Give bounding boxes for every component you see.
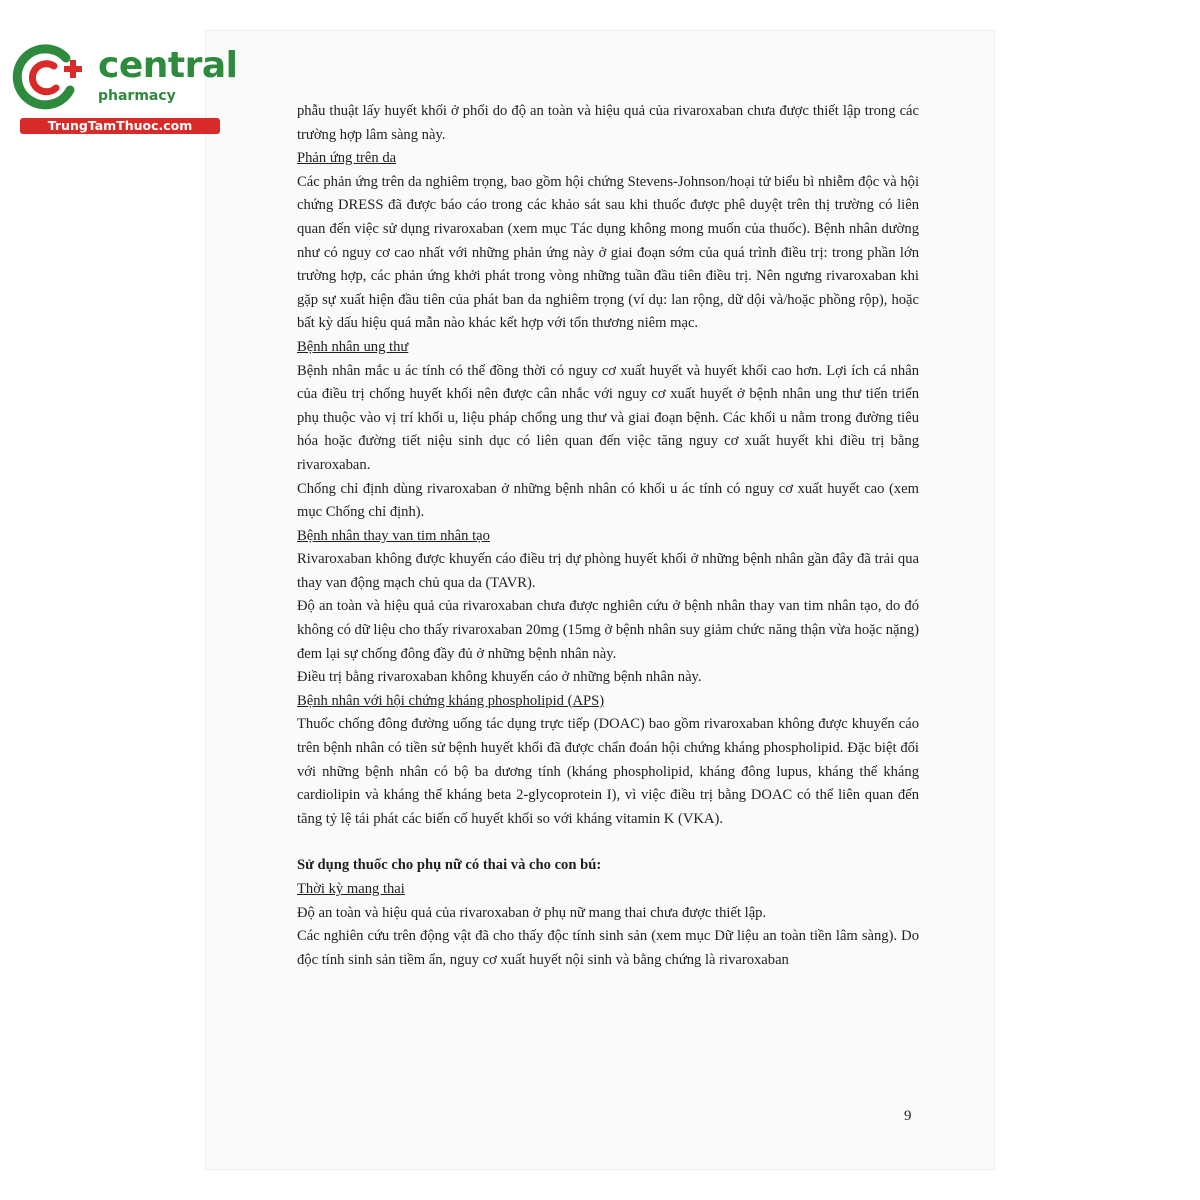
section-subheading: Phản ứng trên da bbox=[297, 150, 397, 167]
body-paragraph: Độ an toàn và hiệu quả của rivaroxaban chưa được nghiên cứu ở bệnh nhân thay van tim nhân tạo, do đó không có dữ liệu cho thấy rivaroxaban 20mg (15mg ở bệnh nhân suy giảm chức năng thận vừa hoặc nặng) đem lại sự chống đông đầy đủ ở những bệnh nhân này. bbox=[297, 598, 919, 662]
section-subheading: Bệnh nhân với hội chứng kháng phospholipid (APS) bbox=[297, 692, 605, 709]
logo-site-banner: TrungTamThuoc.com bbox=[20, 118, 220, 134]
section-heading: Sử dụng thuốc cho phụ nữ có thai và cho con bú: bbox=[297, 857, 602, 874]
body-paragraph: Bệnh nhân mắc u ác tính có thể đồng thời có nguy cơ xuất huyết và huyết khối cao hơn. Lợi ích cá nhân của điều trị chống huyết khối nên được cân nhắc với nguy cơ xuất huyết ở bệnh nhân ung thư tiến triển phụ thuộc vào vị trí khối u, liệu pháp chống ung thư và giai đoạn bệnh. Các khối u nằm trong đường tiêu hóa hoặc đường tiết niệu sinh dục có liên quan đến việc tăng nguy cơ xuất huyết khi điều trị bằng rivaroxaban. bbox=[297, 362, 919, 473]
body-paragraph: phẫu thuật lấy huyết khối ở phổi do độ an toàn và hiệu quả của rivaroxaban chưa được thiết lập trong các trường hợp lâm sàng này. bbox=[297, 103, 919, 143]
body-paragraph: Các phản ứng trên da nghiêm trọng, bao gồm hội chứng Stevens-Johnson/hoại tử biểu bì nhiễm độc và hội chứng DRESS đã được báo cáo trong các khảo sát sau khi thuốc được phê duyệt trên thị trường có liên quan đến việc sử dụng rivaroxaban (xem mục Tác dụng không mong muốn của thuốc). Bệnh nhân dường như có nguy cơ cao nhất với những phản ứng này ở giai đoạn sớm của quá trình điều trị: trong phần lớn trường hợp, các phản ứng khởi phát trong vòng những tuần đầu tiên điều trị. Nên ngưng rivaroxaban khi gặp sự xuất hiện đầu tiên của phát ban da nghiêm trọng (ví dụ: lan rộng, dữ dội và/hoặc phồng rộp), hoặc bất kỳ dấu hiệu quá mẫn nào khác kết hợp với tổn thương niêm mạc. bbox=[297, 173, 919, 332]
section-subheading: Bệnh nhân ung thư bbox=[297, 338, 409, 355]
page-number: 9 bbox=[904, 1108, 912, 1124]
body-paragraph: Điều trị bằng rivaroxaban không khuyến cáo ở những bệnh nhân này. bbox=[297, 669, 702, 686]
body-paragraph: Chống chỉ định dùng rivaroxaban ở những bệnh nhân có khối u ác tính có nguy cơ xuất huyết cao (xem mục Chống chỉ định). bbox=[297, 480, 919, 521]
logo-sub-text: pharmacy bbox=[98, 88, 176, 104]
logo-brand-text: central bbox=[98, 45, 238, 86]
document-body bbox=[297, 100, 919, 972]
body-paragraph: Các nghiên cứu trên động vật đã cho thấy độc tính sinh sản (xem mục Dữ liệu an toàn tiền lâm sàng). Do độc tính sinh sản tiềm ẩn, nguy cơ xuất huyết nội sinh và bằng chứng là rivaroxaban bbox=[297, 928, 919, 968]
section-subheading: Thời kỳ mang thai bbox=[297, 881, 405, 897]
pharmacy-c-logo-icon bbox=[10, 38, 88, 116]
body-paragraph: Độ an toàn và hiệu quả của rivaroxaban ở phụ nữ mang thai chưa được thiết lập. bbox=[297, 904, 767, 921]
section-subheading: Bệnh nhân thay van tim nhân tạo bbox=[297, 527, 490, 544]
body-paragraph: Rivaroxaban không được khuyến cáo điều trị dự phòng huyết khối ở những bệnh nhân gần đây đã trải qua thay van động mạch chủ qua da (TAVR). bbox=[297, 551, 919, 591]
central-pharmacy-logo bbox=[10, 38, 238, 138]
body-paragraph: Thuốc chống đông đường uống tác dụng trực tiếp (DOAC) bao gồm rivaroxaban không được khuyến cáo trên bệnh nhân có tiền sử bệnh huyết khối đã được chẩn đoán hội chứng kháng phospholipid. Đặc biệt đối với những bệnh nhân có bộ ba dương tính (kháng phospholipid, kháng đông lupus, kháng thể kháng cardiolipin và kháng thể kháng beta 2-glycoprotein I), vì việc điều trị bằng DOAC có thể liên quan đến tăng tỷ lệ tái phát các biến cố huyết khối so với kháng vitamin K (VKA). bbox=[297, 716, 919, 827]
